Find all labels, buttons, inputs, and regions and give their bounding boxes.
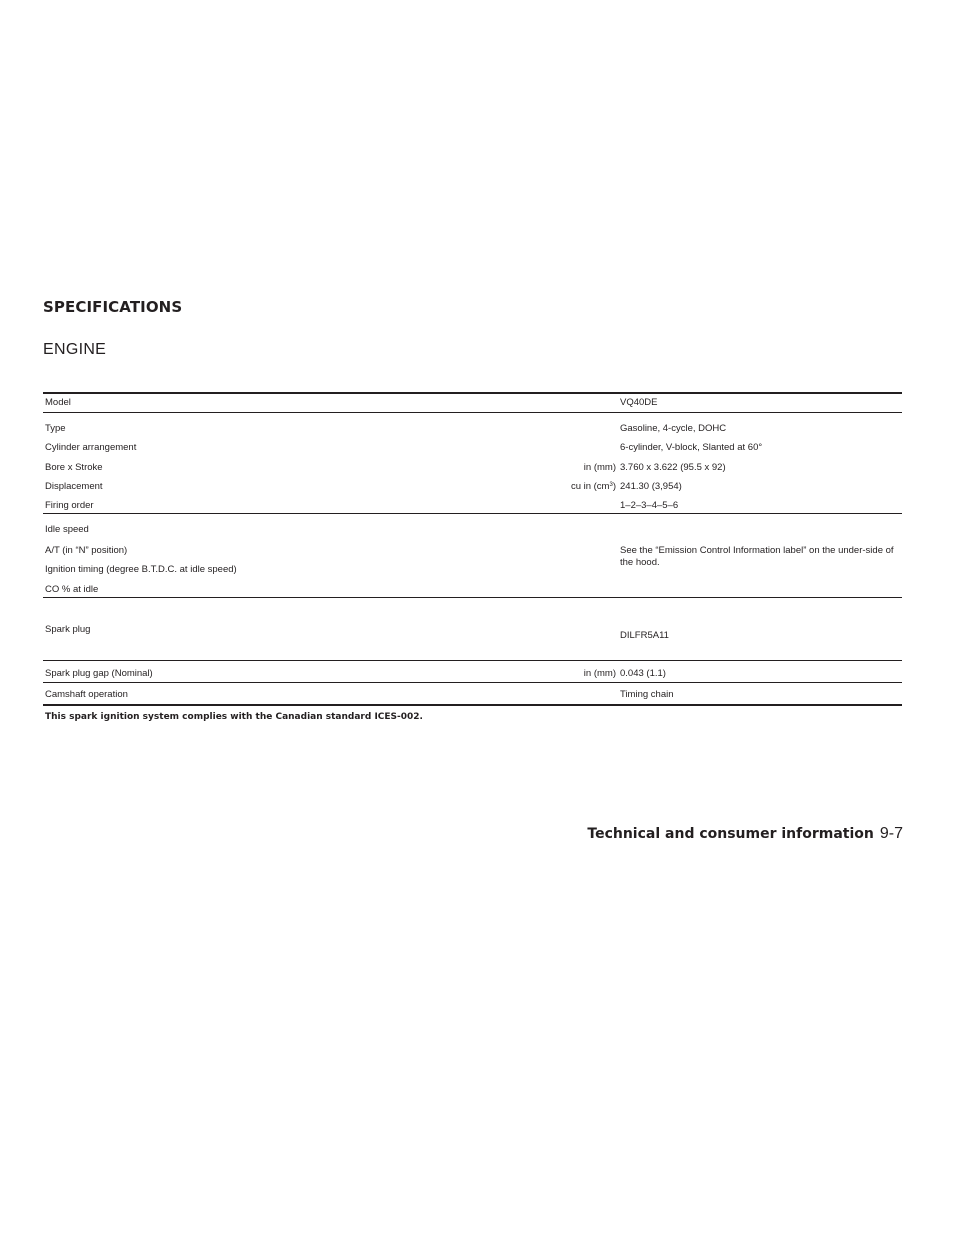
- camshaft-operation-label: Camshaft operation: [45, 689, 128, 700]
- table-row-camshaft: [43, 683, 902, 706]
- firing-order-value: 1–2–3–4–5–6: [620, 500, 679, 511]
- type-label: Type: [45, 423, 66, 434]
- ices-footnote: This spark ignition system complies with the Canadian standard ICES-002.: [45, 712, 423, 722]
- spark-plug-label: Spark plug: [45, 624, 91, 635]
- bore-stroke-label: Bore x Stroke: [45, 462, 103, 473]
- page-footer: [587, 825, 903, 843]
- bore-stroke-unit: in (mm): [583, 462, 616, 473]
- footer-title: Technical and consumer information: [587, 826, 874, 842]
- section-title: SPECIFICATIONS: [43, 298, 183, 316]
- model-value: VQ40DE: [620, 397, 658, 408]
- table-row-spark-plug: [43, 598, 902, 661]
- emission-note: See the “Emission Control Information label” on the under-side of the hood.: [620, 545, 894, 568]
- table-group-basic: [43, 413, 902, 514]
- model-label: Model: [45, 397, 71, 408]
- firing-order-label: Firing order: [45, 500, 94, 511]
- spark-plug-gap-unit: in (mm): [583, 668, 616, 679]
- cylinder-arrangement-value: 6-cylinder, V-block, Slanted at 60°: [620, 442, 763, 453]
- table-row-model: [43, 394, 902, 413]
- displacement-value: 241.30 (3,954): [620, 481, 682, 492]
- cylinder-arrangement-label: Cylinder arrangement: [45, 442, 137, 453]
- page-number: 9-7: [879, 825, 903, 842]
- spark-plug-gap-label: Spark plug gap (Nominal): [45, 668, 153, 679]
- bore-stroke-value: 3.760 x 3.622 (95.5 x 92): [620, 462, 726, 473]
- idle-speed-label: Idle speed: [45, 524, 89, 535]
- subsection-title: ENGINE: [43, 341, 107, 358]
- displacement-unit: cu in $(cm^3)$: [570, 481, 616, 492]
- spark-plug-value: DILFR5A11: [620, 630, 669, 641]
- table-row-spark-plug-gap: [43, 661, 902, 683]
- camshaft-operation-value: Timing chain: [620, 689, 674, 700]
- type-value: Gasoline, 4-cycle, DOHC: [620, 423, 727, 434]
- ignition-timing-label: Ignition timing (degree B.T.D.C. at idle speed): [45, 564, 237, 575]
- engine-spec-table: [43, 392, 902, 706]
- table-group-idle: [43, 514, 902, 598]
- co-idle-label: CO % at idle: [45, 584, 99, 595]
- displacement-label: Displacement: [45, 481, 103, 492]
- spark-plug-gap-value: 0.043 (1.1): [620, 668, 666, 679]
- at-position-label: A/T (in “N” position): [45, 545, 128, 556]
